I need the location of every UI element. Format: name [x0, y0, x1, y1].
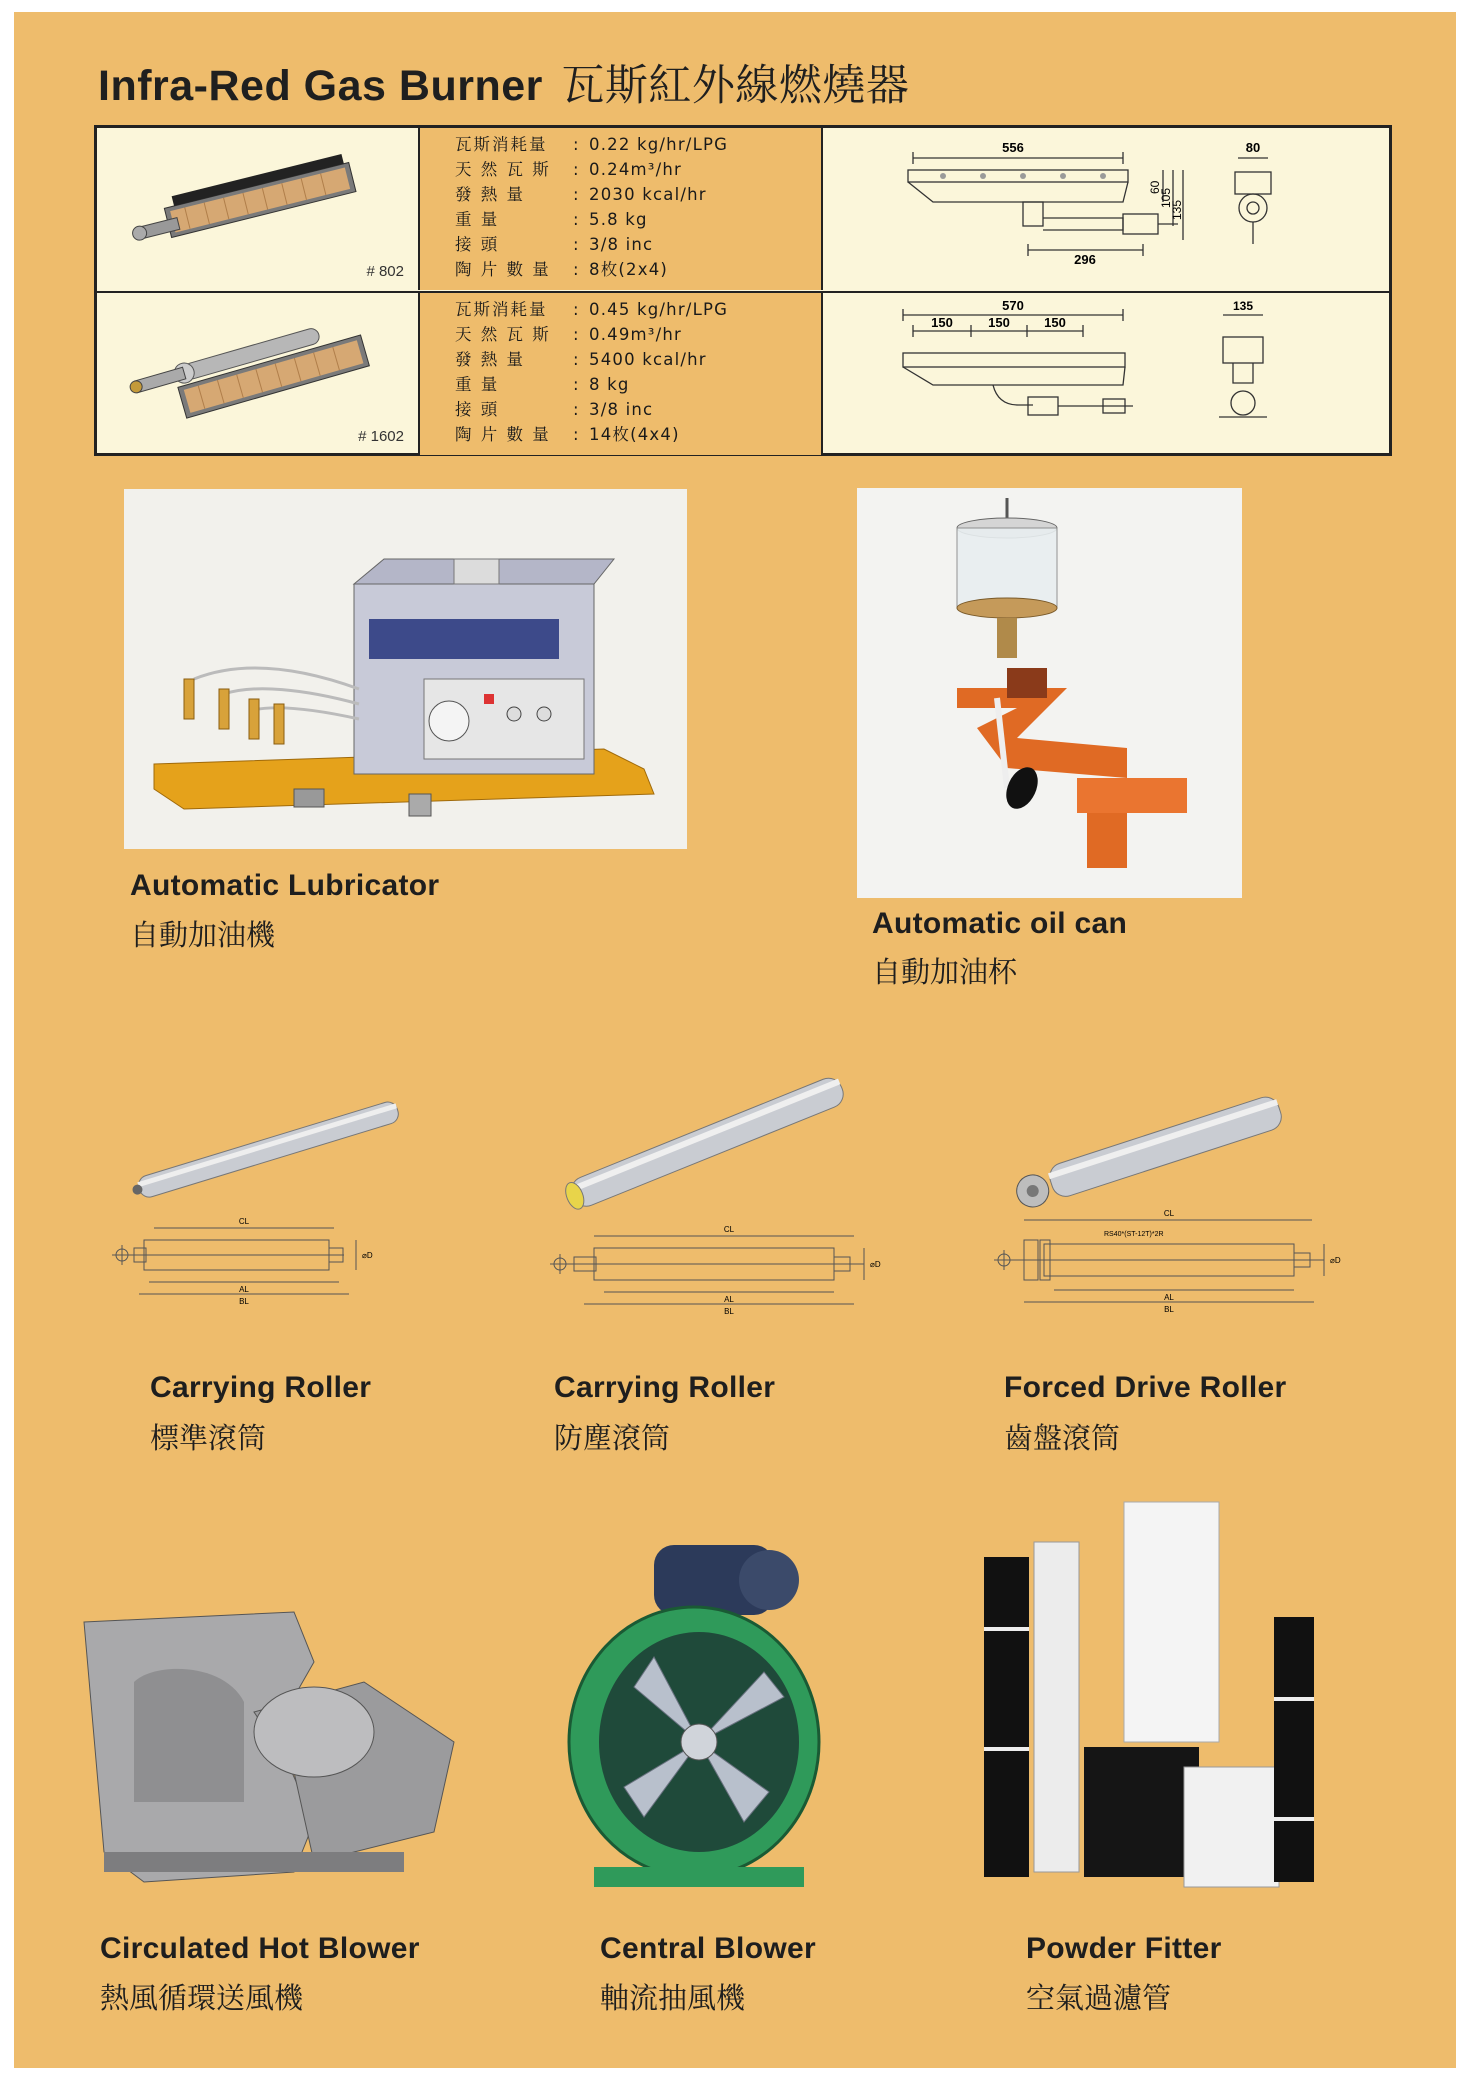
caption-hot-blower-en: Circulated Hot Blower — [100, 1932, 420, 1965]
caption-roller-std-zh: 標準滾筒 — [150, 1421, 267, 1455]
spec-line: 陶 片 數 量 : 14枚(4x4) — [455, 422, 821, 447]
spec-label: 發 熱 量 — [455, 185, 525, 204]
roller-drive-drawing — [984, 1062, 1364, 1362]
dim-al: AL — [724, 1295, 734, 1304]
caption-roller-dust-en: Carrying Roller — [554, 1371, 776, 1404]
powder-filter-image — [974, 1497, 1334, 1897]
spec-label: 天 然 瓦 斯 — [455, 325, 551, 344]
spec-line: 重 量 : 8 kg — [455, 372, 821, 397]
spec-value: 3/8 inc — [589, 400, 654, 419]
spec-label: 重 量 — [455, 375, 500, 394]
burner-drawing-802 — [823, 128, 1389, 290]
burner-photo-1602 — [97, 293, 420, 455]
roller-dustproof-drawing — [534, 1052, 914, 1362]
burner-row-802 — [97, 128, 1389, 290]
hot-blower-photo — [74, 1602, 464, 1902]
dim-bl: BL — [1164, 1305, 1174, 1314]
dim-cl: CL — [1163, 1209, 1175, 1218]
dim-bl: BL — [724, 1307, 734, 1316]
spec-label: 接 頭 — [455, 235, 500, 254]
burner-specs-1602 — [420, 293, 823, 455]
oil-can-image — [857, 488, 1242, 898]
spec-label: 瓦斯消耗量 — [455, 135, 548, 154]
spec-value: 0.22 kg/hr/LPG — [589, 135, 729, 154]
spec-line: 發 熱 量 : 2030 kcal/hr — [455, 182, 821, 207]
dim-cl: CL — [723, 1225, 735, 1234]
caption-powder-filter-en: Powder Fitter — [1026, 1932, 1222, 1965]
spec-line: 接 頭 : 3/8 inc — [455, 397, 821, 422]
spec-label: 天 然 瓦 斯 — [455, 160, 551, 179]
oil-can-photo — [857, 488, 1242, 898]
spec-line: 瓦斯消耗量 : 0.45 kg/hr/LPG — [455, 297, 821, 322]
dim-d: ⌀D — [1330, 1256, 1341, 1265]
lubricator-image — [124, 489, 687, 849]
dim-d: ⌀D — [870, 1260, 881, 1269]
dim-h3: 135 — [1170, 199, 1184, 220]
spec-line: 天 然 瓦 斯 : 0.49m³/hr — [455, 322, 821, 347]
roller-standard-figure — [94, 1062, 474, 1362]
caption-roller-drive-zh: 齒盤滾筒 — [1004, 1421, 1121, 1455]
spec-value: 0.24m³/hr — [589, 160, 683, 179]
spec-value: 2030 kcal/hr — [589, 185, 707, 204]
model-number: # 802 — [366, 263, 404, 280]
dim-seg3: 150 — [1044, 315, 1066, 330]
caption-hot-blower-zh: 熱風循環送風機 — [100, 1981, 304, 2015]
central-blower-photo — [554, 1537, 844, 1897]
roller-standard-drawing — [94, 1062, 474, 1362]
spec-value: 14枚(4x4) — [589, 425, 680, 444]
dim-length: 556 — [1002, 140, 1024, 155]
spec-label: 重 量 — [455, 210, 500, 229]
spec-value: 0.49m³/hr — [589, 325, 683, 344]
burner-specs-802 — [420, 128, 823, 290]
caption-roller-std-en: Carrying Roller — [150, 1371, 372, 1404]
dim-al: AL — [239, 1285, 249, 1294]
spec-label: 接 頭 — [455, 400, 500, 419]
spec-value: 3/8 inc — [589, 235, 654, 254]
spec-line: 瓦斯消耗量 : 0.22 kg/hr/LPG — [455, 132, 821, 157]
dim-pipe: 296 — [1074, 252, 1096, 267]
dim-bl: BL — [239, 1297, 249, 1306]
dim-cl: CL — [238, 1217, 250, 1226]
dim-d: ⌀D — [362, 1251, 373, 1260]
spec-value: 5.8 kg — [589, 210, 648, 229]
dim-h1: 60 — [1148, 180, 1162, 194]
dim-seg2: 150 — [988, 315, 1010, 330]
model-number: # 1602 — [358, 428, 404, 445]
powder-filter-photo — [974, 1497, 1334, 1897]
caption-central-blower-en: Central Blower — [600, 1932, 816, 1965]
dim-seg1: 150 — [931, 315, 953, 330]
spec-label: 發 熱 量 — [455, 350, 525, 369]
spec-line: 重 量 : 5.8 kg — [455, 207, 821, 232]
caption-lubricator-en: Automatic Lubricator — [130, 869, 440, 902]
technical-drawing-1602 — [823, 293, 1389, 453]
caption-lubricator-zh: 自動加油機 — [130, 918, 276, 952]
burner-drawing-1602 — [823, 293, 1389, 455]
spec-line: 接 頭 : 3/8 inc — [455, 232, 821, 257]
roller-dustproof-figure — [534, 1052, 914, 1362]
lubricator-photo — [124, 489, 687, 849]
spec-value: 5400 kcal/hr — [589, 350, 707, 369]
technical-drawing-802 — [823, 128, 1389, 288]
burner-photo-802 — [97, 128, 420, 290]
caption-roller-dust-zh: 防塵滾筒 — [554, 1421, 671, 1455]
central-blower-image — [554, 1537, 844, 1897]
dim-al: AL — [1164, 1293, 1174, 1302]
spec-line: 陶 片 數 量 : 8枚(2x4) — [455, 257, 821, 282]
hot-blower-image — [74, 1602, 464, 1902]
spec-line: 天 然 瓦 斯 : 0.24m³/hr — [455, 157, 821, 182]
caption-central-blower-zh: 軸流抽風機 — [600, 1981, 746, 2015]
burner-spec-table — [94, 125, 1392, 456]
spec-label: 陶 片 數 量 — [455, 260, 551, 279]
burner-row-1602 — [97, 291, 1389, 455]
catalog-page — [14, 12, 1456, 2068]
spec-value: 8枚(2x4) — [589, 260, 669, 279]
spec-label: 陶 片 數 量 — [455, 425, 551, 444]
caption-oil-can-en: Automatic oil can — [872, 907, 1128, 940]
spec-line: 發 熱 量 : 5400 kcal/hr — [455, 347, 821, 372]
dim-width: 135 — [1232, 299, 1254, 313]
dim-sprocket: RS40*(ST-12T)*2R — [1104, 1231, 1164, 1238]
caption-roller-drive-en: Forced Drive Roller — [1004, 1371, 1287, 1404]
dim-width: 80 — [1245, 140, 1261, 155]
spec-label: 瓦斯消耗量 — [455, 300, 548, 319]
caption-powder-filter-zh: 空氣過濾管 — [1026, 1981, 1172, 2015]
title-en: Infra-Red Gas Burner — [98, 62, 543, 110]
dim-length: 570 — [1002, 298, 1024, 313]
roller-drive-figure — [984, 1062, 1364, 1362]
title-zh: 瓦斯紅外線燃燒器 — [561, 62, 910, 110]
spec-value: 0.45 kg/hr/LPG — [589, 300, 729, 319]
caption-oil-can-zh: 自動加油杯 — [872, 955, 1018, 989]
page-title — [98, 52, 909, 113]
dim-h2: 105 — [1159, 187, 1173, 208]
spec-value: 8 kg — [589, 375, 630, 394]
